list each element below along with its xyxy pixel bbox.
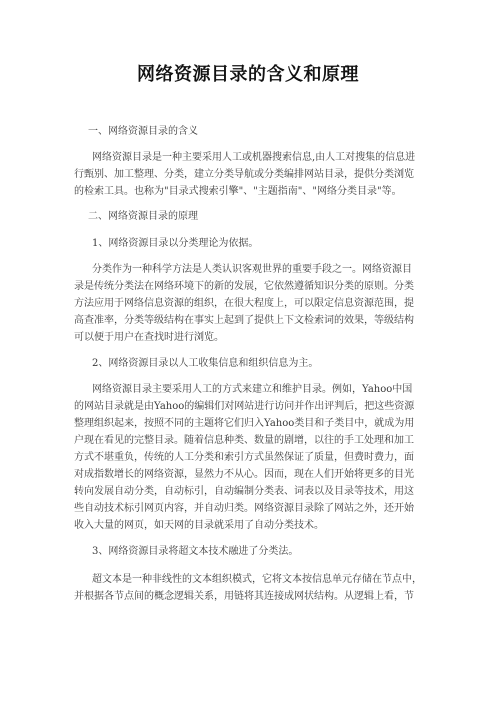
text-line: 方式不堪重负，传统的人工分类和索引方式虽然保证了质量，但费时费力，面 xyxy=(74,452,414,463)
text-line: 转向发展自动分类，自动标引，自动编制分类表、词表以及目录等技术，用这 xyxy=(74,486,414,497)
text-line: 3、网络资源目录将超文本技术融进了分类法。 xyxy=(92,546,299,557)
text-line: 户现在看见的完整目录。随着信息种类、数量的剧增，以往的手工处理和加工 xyxy=(74,435,414,446)
document-title: 网络资源目录的含义和原理 xyxy=(137,64,359,85)
text-line: 些自动技术标引网页内容，并自动归类。网络资源目录除了网站之外，还开始 xyxy=(74,503,414,514)
text-line: 收入大量的网页，如天网的目录就采用了自动分类技术。 xyxy=(74,520,324,531)
text-line: 网络资源目录主要采用人工的方式来建立和维护目录。例如，Yahoo中国 xyxy=(92,384,413,395)
text-line: 并根据各节点间的概念逻辑关系，用链将其连接成网状结构。从逻辑上看，节 xyxy=(74,591,414,602)
text-line: 的检索工具。也称为"目录式搜索引擎"、"主题指南"、"网络分类目录"等。 xyxy=(74,186,402,197)
text-line: 录是传统分类法在网络环境下的新的发展，它依然遵循知识分类的原则。分类 xyxy=(74,281,414,292)
text-line: 方法应用于网络信息资源的组织，在很大程度上，可以限定信息资源范围，提 xyxy=(74,298,414,309)
text-line: 对成指数增长的网络资源，显然力不从心。因而，现在人们开始将更多的目光 xyxy=(74,469,414,480)
text-line: 整理组织起来，按照不同的主题将它们归入Yahoo类目和子类目中，就成为用 xyxy=(74,418,415,429)
text-line: 1、网络资源目录以分类理论为依据。 xyxy=(92,238,259,249)
text-line: 网络资源目录是一种主要采用人工或机器搜索信息,由人工对搜集的信息进 xyxy=(92,152,416,163)
text-line: 高查准率，分类等级结构在事实上起到了提供上下文检索词的效果，等级结构 xyxy=(74,315,414,326)
text-line: 的网站目录就是由Yahoo的编辑们对网站进行访问并作出评判后，把这些资源 xyxy=(74,401,415,412)
text-line: 分类作为一种科学方法是人类认识客观世界的重要手段之一。网络资源目 xyxy=(92,264,412,275)
text-line: 二、网络资源目录的原理 xyxy=(88,211,198,222)
text-line: 可以便于用户在查找时进行浏览。 xyxy=(74,332,224,343)
text-line: 2、网络资源目录以人工收集信息和组织信息为主。 xyxy=(92,358,319,369)
text-line: 超文本是一种非线性的文本组织模式，它将文本按信息单元存储在节点中， xyxy=(92,574,422,585)
text-line: 一、网络资源目录的含义 xyxy=(88,126,198,137)
text-line: 行甄别、加工整理、分类，建立分类导航或分类编排网站目录，提供分类浏览 xyxy=(74,169,414,180)
